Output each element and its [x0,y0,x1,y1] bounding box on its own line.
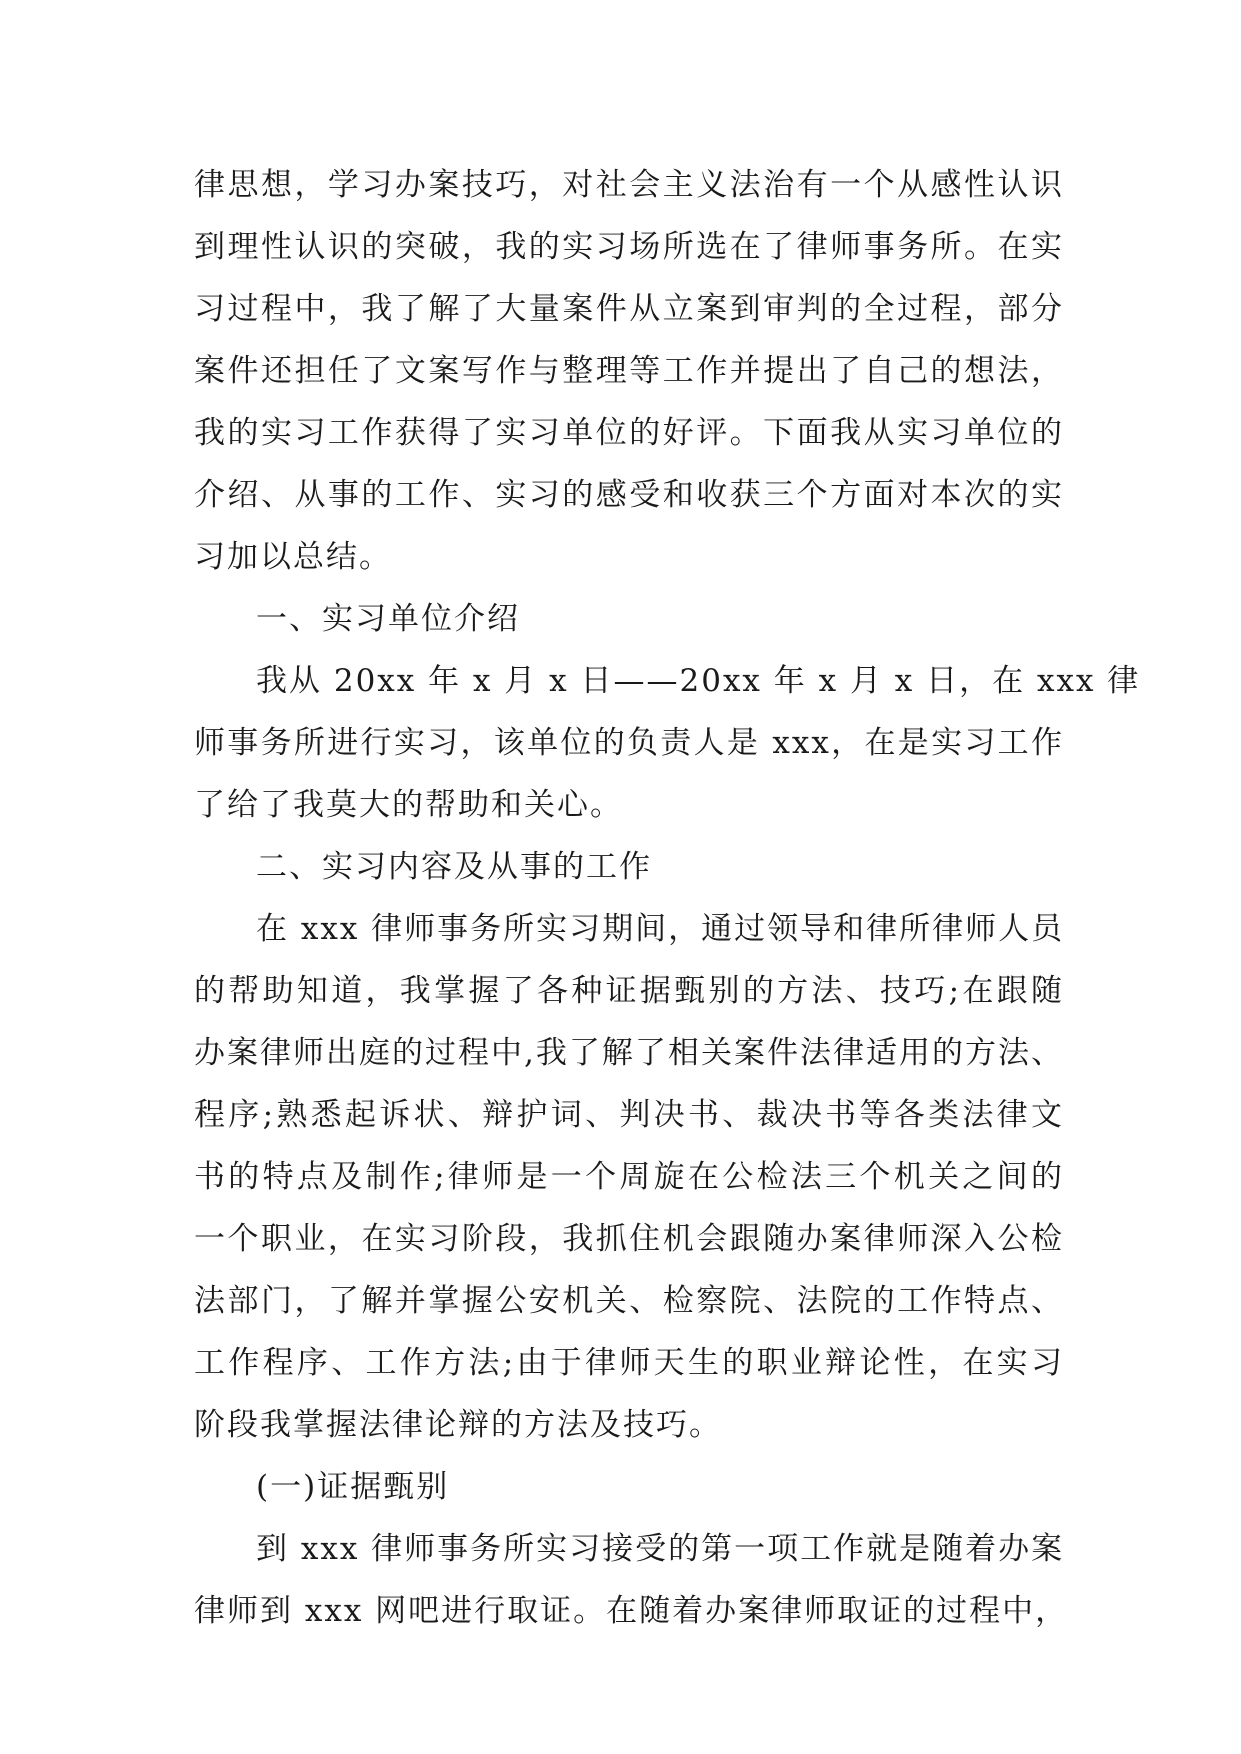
text-line: 到 xxx 律师事务所实习接受的第一项工作就是随着办案 [256,1531,1065,1567]
text-line: 习过程中，我了解了大量案件从立案到审判的全过程，部分 [194,291,1064,327]
text-line: 的帮助知道，我掌握了各种证据甄别的方法、技巧;在跟随 [194,973,1064,1009]
text-line: 一个职业，在实习阶段，我抓住机会跟随办案律师深入公检 [194,1221,1064,1257]
text-line: 律师到 xxx 网吧进行取证。在随着办案律师取证的过程中， [194,1593,1069,1629]
text-line: 阶段我掌握法律论辩的方法及技巧。 [194,1407,722,1443]
text-line: 到理性认识的突破，我的实习场所选在了律师事务所。在实 [194,229,1064,265]
document-body [194,154,1141,1642]
text-line: 律思想，学习办案技巧，对社会主义法治有一个从感性认识 [194,167,1064,203]
text-line: 师事务所进行实习，该单位的负责人是 xxx，在是实习工作 [194,725,1064,761]
text-line: 书的特点及制作;律师是一个周旋在公检法三个机关之间的 [194,1159,1064,1195]
text-line: 一、实习单位介绍 [256,601,520,637]
text-line: 程序;熟悉起诉状、辩护词、判决书、裁决书等各类法律文 [194,1097,1064,1133]
text-line: 了给了我莫大的帮助和关心。 [194,787,623,823]
text-line: 在 xxx 律师事务所实习期间，通过领导和律所律师人员 [256,911,1065,947]
text-line: 法部门，了解并掌握公安机关、检察院、法院的工作特点、 [194,1283,1064,1319]
text-line: 工作程序、工作方法;由于律师天生的职业辩论性，在实习 [194,1345,1064,1381]
text-line: (一)证据甄别 [256,1469,450,1505]
text-line: 办案律师出庭的过程中,我了解了相关案件法律适用的方法、 [194,1035,1064,1071]
text-line: 案件还担任了文案写作与整理等工作并提出了自己的想法， [194,353,1064,389]
text-line: 习加以总结。 [194,539,392,575]
text-line: 我的实习工作获得了实习单位的好评。下面我从实习单位的 [194,415,1064,451]
text-line: 我从 20xx 年 x 月 x 日——20xx 年 x 月 x 日，在 xxx 律 [256,663,1141,699]
text-line: 二、实习内容及从事的工作 [256,849,652,885]
text-line: 介绍、从事的工作、实习的感受和收获三个方面对本次的实 [194,477,1064,513]
